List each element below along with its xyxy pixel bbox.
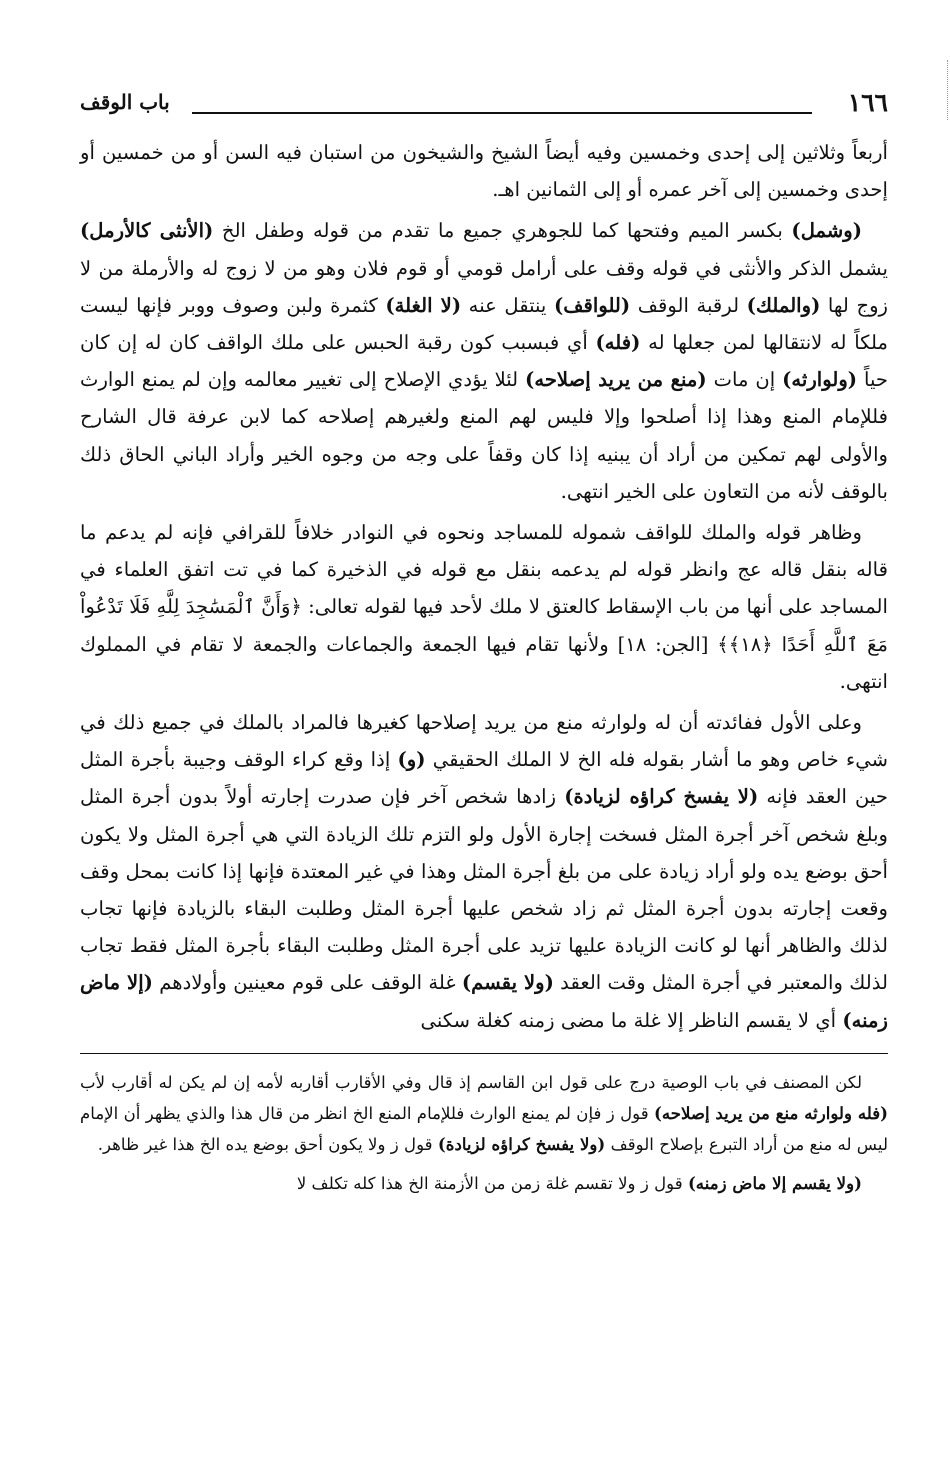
- paragraph-text: أي لا يقسم الناظر إلا غلة ما مضى زمنه كغلة سكنى: [420, 1008, 843, 1032]
- paragraph-text: لرقبة الوقف: [630, 293, 747, 317]
- bold-term: (فله ولوارثه منع من يريد إصلاحه): [653, 1102, 888, 1123]
- bold-term: (وشمل): [791, 219, 863, 243]
- paragraph-text: يشمل الذكر والأنثى في قوله وقف على أرامل قومي أو قوم فلان وهو من لا زوج له والأرملة من لا زوج لها: [80, 256, 889, 317]
- paragraph-text: لئلا يؤدي الإصلاح إلى تغيير معالمه وإن لم يمنع الوارث فللإمام المنع وهذا إذا أصلحوا وإلا فليس لهم المنع ولغيرهم إصلاحه كما لابن عرفة قال الشارح والأولى لهم تمكين من أراد أن يبنيه إذا كان وقفاً على وجه من وجوه الخير وأراد الباني الحاق ذلك بالوقف لأنه من التعاون على الخير انتهى.: [80, 368, 888, 503]
- bold-term: (لا الغلة): [385, 293, 462, 317]
- section-title: باب الوقف: [80, 90, 170, 114]
- paragraph-text: بكسر الميم وفتحها كما للجوهري جميع ما تقدم من قوله وطفل الخ: [213, 219, 792, 243]
- quran-verse: ﴿وَأَنَّ ٱلْمَسَٰجِدَ لِلَّهِ فَلَا تَدْعُواْ مَعَ ٱللَّهِ أَحَدًا ﴿١٨﴾﴾: [80, 595, 888, 656]
- paragraph-text: ينتقل عنه: [461, 293, 554, 317]
- bold-term: (ولوارثه): [782, 368, 858, 392]
- bold-term: (فله): [595, 331, 641, 355]
- paragraph-text: غلة الوقف على قوم معينين وأولادهم: [152, 971, 462, 995]
- paragraph-wa-shamil: [80, 212, 888, 510]
- footnote-separator: [80, 1053, 888, 1054]
- bold-term: (ولا يقسم إلا ماض زمنه): [687, 1172, 862, 1193]
- bold-term: (والملك): [746, 293, 821, 317]
- paragraph-text: إذا وقع كراء الوقف وجيبة بأجرة المثل حين العقد فإنه: [80, 748, 888, 809]
- page-number: ١٦٦: [847, 88, 888, 117]
- footnote-text: قول ز ولا يكون أحق بوضع يده الخ هذا غير ظاهر.: [97, 1134, 438, 1154]
- bold-term: (ولا يفسخ كراؤه لزيادة): [437, 1133, 606, 1154]
- footnote-text: قول ز ولا تقسم غلة زمن من الأزمنة الخ هذا كله تكلف لا: [296, 1173, 688, 1193]
- scan-edge-marks: [944, 60, 948, 120]
- bold-term: (و): [397, 748, 426, 772]
- footnotes: [80, 1068, 888, 1199]
- bold-term: (لا يفسخ كراؤه لزيادة): [564, 785, 759, 809]
- bold-term: (ولا يقسم): [461, 971, 554, 995]
- bold-term: (للواقف): [553, 293, 631, 317]
- footnote-text: لكن المصنف في باب الوصية درج على قول ابن القاسم إذ قال وفي الأقارب أقاربه لأمه إن لم يكن له أقارب لأب: [80, 1072, 862, 1092]
- paragraph-text: وظاهر قوله والملك للواقف شموله للمساجد ونحوه في النوادر خلافاً للقرافي فإنه لم يدعم ما قاله بنقل قاله عج وانظر قوله لم يدعمه بنقل مع قوله في الذخيرة كما في تت اتفق العلماء في المساجد على أنها من باب الإسقاط كالعتق لا ملك لأحد فيها لقوله تعالى:: [80, 521, 888, 619]
- paragraph-text: إن مات: [706, 368, 783, 392]
- header-rule: [192, 112, 812, 114]
- paragraph-text: زادها شخص آخر فإن صدرت إجارته أولاً بدون أجرة المثل وبلغ شخص آخر أجرة المثل فسخت إجارة الأول ولو التزم تلك الزيادة التي هي أجرة المثل ولا يكون أحق بوضع يده ولو أراد زيادة على من بلغ أجرة المثل وهذا في غير المعتدة فإنها إذا كانت بمحل وقف وقعت إجارته بدون أجرة المثل ثم زاد شخص عليها أجرة المثل وطلبت البقاء بالزيادة فإنها تجاب لذلك والظاهر أنها لو كانت الزيادة عليها تزيد على أجرة المثل وطلبت البقاء بأجرة المثل فقط تجاب لذلك والمعتبر في أجرة المثل وقت العقد: [80, 785, 888, 995]
- paragraph-text: أي فبسبب كون رقبة الحبس على ملك الواقف كان له إن كان حياً: [80, 331, 888, 392]
- running-header: [80, 88, 888, 126]
- footnote-paragraph: [80, 1168, 888, 1199]
- paragraph-text: كثمرة ولبن وصوف ووبر فإنها ليست ملكاً له لانتقالها لمن جعلها له: [80, 293, 888, 355]
- paragraph-lease: [80, 704, 888, 1039]
- paragraph-text: [الجن: ١٨] ولأنها تقام فيها الجمعة والجماعات والجمعة لا تقام في المملوك انتهى.: [80, 632, 888, 693]
- document-page: [80, 88, 888, 1199]
- bold-term: (منع من يريد إصلاحه): [525, 368, 707, 392]
- footnote-text: قول ز فإن لم يمنع الوارث فللإمام المنع الخ انظر من قال هذا والذي يظهر أن الإمام ليس له منع من أراد التبرع بإصلاح الوقف: [80, 1103, 888, 1154]
- main-text: [80, 134, 888, 1039]
- paragraph-text: أربعاً وثلاثين إلى إحدى وخمسين وفيه أيضاً الشيخ والشيخون من استبان فيه السن أو من خمسين أو إحدى وخمسين إلى آخر عمره أو إلى الثمانين اهـ.: [80, 141, 888, 202]
- bold-term: (إلا ماض زمنه): [80, 971, 888, 1032]
- footnote-paragraph: [80, 1068, 888, 1160]
- paragraph-continuation: [80, 134, 888, 208]
- paragraph-text: وعلى الأول ففائدته أن له ولوارثه منع من يريد إصلاحها كغيرها فالمراد بالملك في جميع ذلك في شيء خاص وهو ما أشار بقوله فله الخ لا الملك الحقيقي: [80, 711, 888, 772]
- paragraph-mosques: [80, 514, 888, 700]
- bold-term: (الأنثى كالأرمل): [80, 219, 214, 243]
